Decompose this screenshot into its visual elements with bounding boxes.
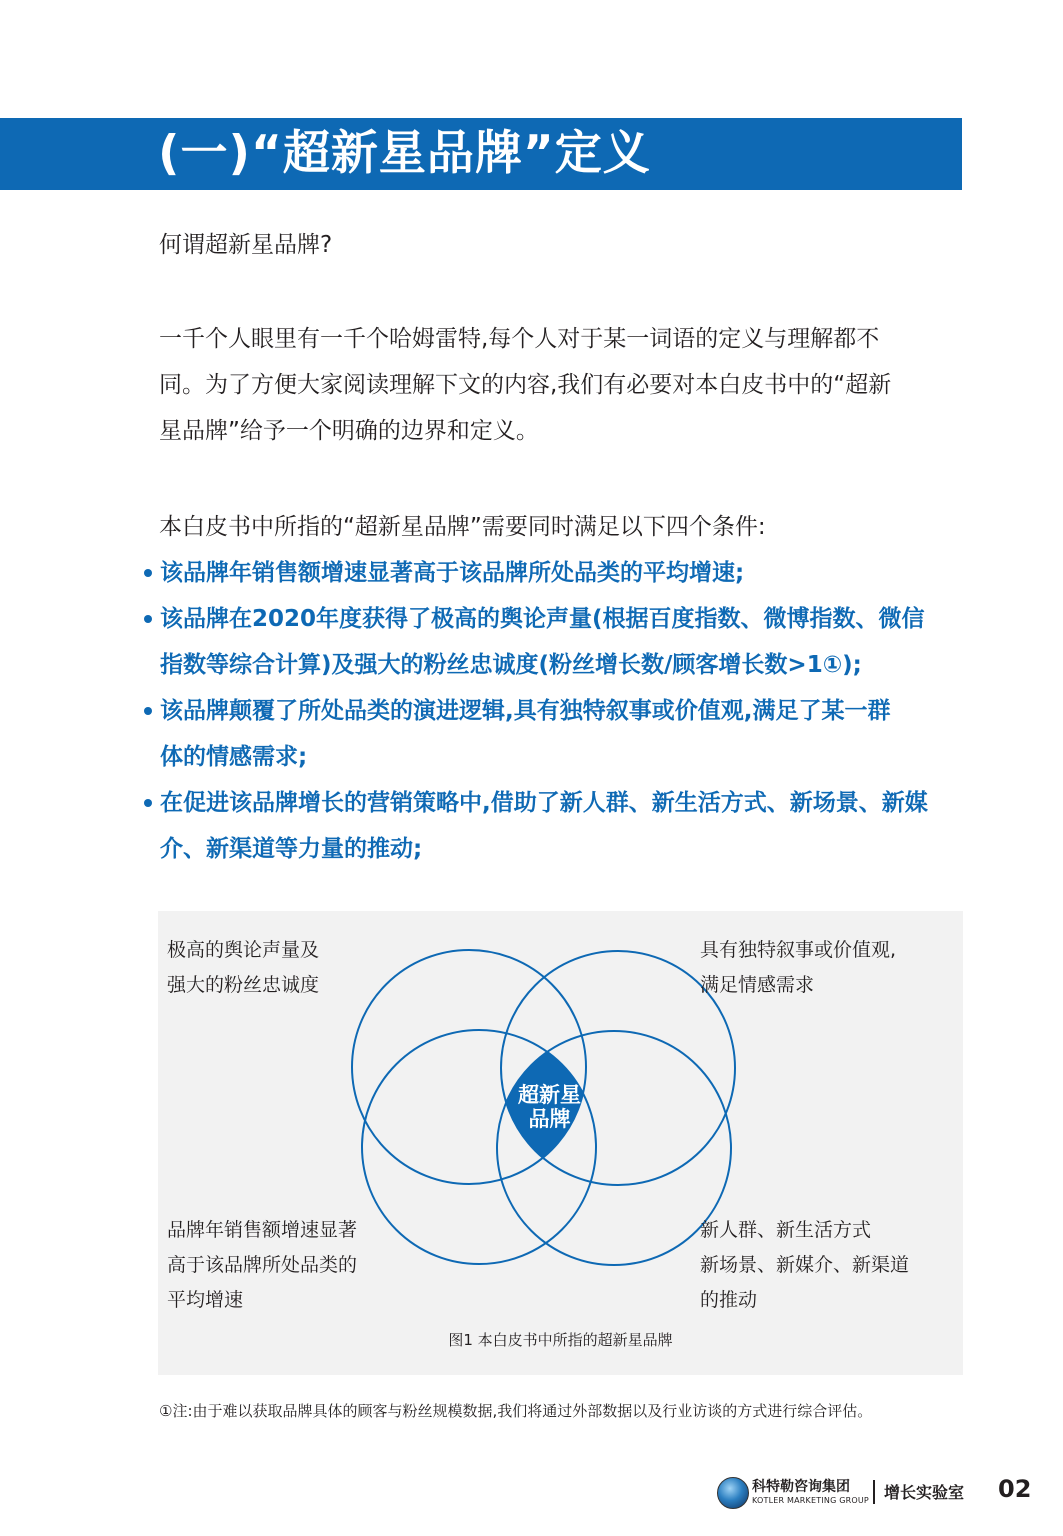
venn-label-line: 具有独特叙事或价值观,	[700, 939, 897, 961]
intro-question: 何谓超新星品牌?	[159, 232, 333, 258]
bullet-dot-icon	[144, 569, 152, 577]
intro-paragraph	[159, 316, 964, 454]
footer-divider	[873, 1480, 875, 1504]
footnote: ①注:由于难以获取品牌具体的顾客与粉丝规模数据,我们将通过外部数据以及行业访谈的方式进行综合评估。	[159, 1402, 873, 1420]
venn-label-line: 高于该品牌所处品类的	[167, 1254, 358, 1276]
bullet-dot-icon	[144, 799, 152, 807]
venn-label-bottom-left	[167, 1213, 357, 1318]
condition-item	[140, 780, 970, 872]
venn-label-line: 品牌年销售额增速显著	[167, 1219, 358, 1241]
conditions-list	[140, 550, 970, 872]
condition-line: 体的情感需求;	[160, 744, 308, 770]
condition-line: 该品牌在2020年度获得了极高的舆论声量(根据百度指数、微博指数、微信	[160, 606, 925, 632]
company-name-cn: 科特勒咨询集团	[752, 1479, 850, 1495]
figure-caption: 图1 本白皮书中所指的超新星品牌	[448, 1331, 673, 1349]
venn-center-label	[507, 1083, 592, 1131]
section-title: (一)“超新星品牌”定义	[158, 126, 651, 181]
venn-label-line: 强大的粉丝忠诚度	[167, 974, 320, 996]
bullet-dot-icon	[144, 707, 152, 715]
globe-logo-icon	[717, 1477, 749, 1509]
condition-line: 该品牌年销售额增速显著高于该品牌所处品类的平均增速;	[160, 560, 745, 586]
venn-label-bottom-right	[700, 1213, 909, 1318]
venn-label-line: 满足情感需求	[700, 974, 815, 996]
condition-line: 指数等综合计算)及强大的粉丝忠诚度(粉丝增长数/顾客增长数>1①);	[160, 652, 862, 678]
venn-label-line: 新场景、新媒介、新渠道	[700, 1254, 910, 1276]
condition-line: 在促进该品牌增长的营销策略中,借助了新人群、新生活方式、新场景、新媒	[160, 790, 928, 816]
condition-item	[140, 550, 970, 596]
venn-label-top-right	[700, 933, 896, 1003]
venn-label-line: 极高的舆论声量及	[167, 939, 320, 961]
paragraph-line: 一千个人眼里有一千个哈姆雷特,每个人对于某一词语的定义与理解都不	[159, 326, 880, 352]
company-name-en: KOTLER MARKETING GROUP	[752, 1496, 869, 1505]
footer-section-name: 增长实验室	[884, 1483, 965, 1502]
paragraph-line: 同。为了方便大家阅读理解下文的内容,我们有必要对本白皮书中的“超新	[159, 372, 892, 398]
condition-line: 介、新渠道等力量的推动;	[160, 836, 423, 862]
condition-line: 该品牌颠覆了所处品类的演进逻辑,具有独特叙事或价值观,满足了某一群	[160, 698, 891, 724]
page-number: 02	[998, 1475, 1032, 1503]
section-banner	[0, 118, 962, 190]
venn-center-line: 超新星	[518, 1083, 581, 1107]
paragraph-line: 星品牌”给予一个明确的边界和定义。	[159, 418, 539, 444]
venn-label-line: 新人群、新生活方式	[700, 1219, 872, 1241]
venn-label-top-left	[167, 933, 319, 1003]
conditions-intro: 本白皮书中所指的“超新星品牌”需要同时满足以下四个条件:	[159, 514, 766, 540]
bullet-dot-icon	[144, 615, 152, 623]
venn-label-line: 的推动	[700, 1289, 758, 1311]
condition-item	[140, 596, 970, 688]
condition-item	[140, 688, 970, 780]
venn-figure	[158, 911, 963, 1375]
venn-label-line: 平均增速	[167, 1289, 244, 1311]
venn-center-line: 品牌	[528, 1107, 571, 1131]
